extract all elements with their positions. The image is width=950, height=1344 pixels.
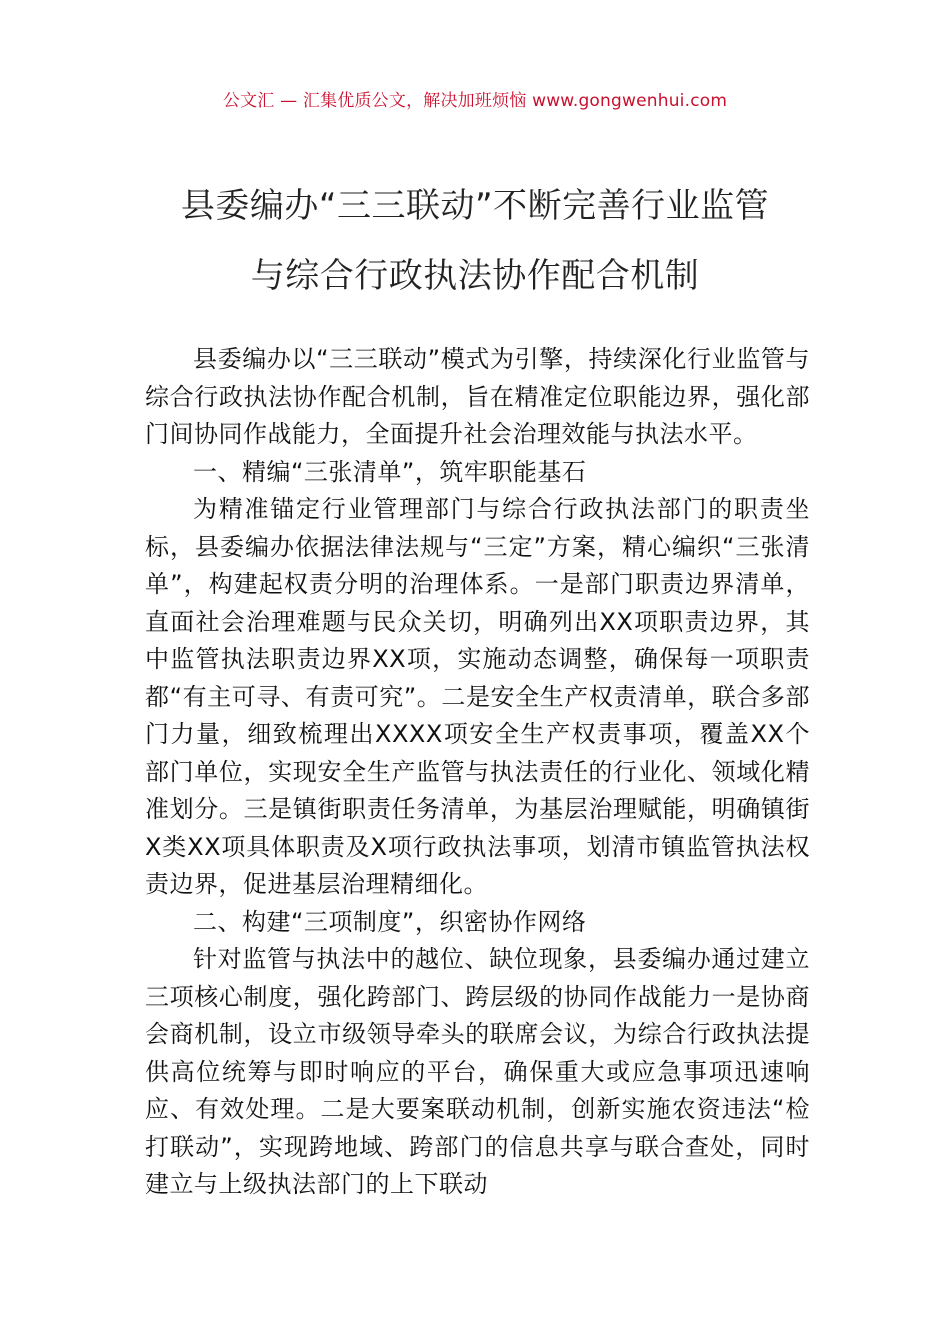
header-banner[interactable]: 公文汇 — 汇集优质公文，解决加班烦恼 www.gongwenhui.com xyxy=(222,91,728,111)
section-1-paragraph: 为精准锚定行业管理部门与综合行政执法部门的职责坐标，县委编办依据法律法规与“三定”方案，精心编织“三张清单”，构建起权责分明的治理体系。一是部门职责边界清单，直面社会治理难题与民众关切，明确列出XX项职责边界，其中监管执法职责边界XX项，实施动态调整，确保每一项职责都“有主可寻、有责可究”。二是安全生产权责清单，联合多部门力量，细致梳理出XXXX项安全生产权责事项，覆盖XX个部门单位，实现安全生产监管与执法责任的行业化、领域化精准划分。三是镇街职责任务清单，为基层治理赋能，明确镇街X类XX项具体职责及X项行政执法事项，划清市镇监管执法权责边界，促进基层治理精细化。 xyxy=(145,495,810,898)
document-title-line-2: 与综合行政执法协作配合机制 xyxy=(250,256,700,296)
document-title-line-1: 县委编办“三三联动”不断完善行业监管 xyxy=(180,186,770,226)
intro-paragraph: 县委编办以“三三联动”模式为引擎，持续深化行业监管与综合行政执法协作配合机制，旨在精准定位职能边界，强化部门间协同作战能力，全面提升社会治理效能与执法水平。 xyxy=(145,345,810,448)
document-body xyxy=(145,341,810,1204)
section-2-heading: 二、构建“三项制度”，织密协作网络 xyxy=(193,907,587,936)
section-1-heading: 一、精编“三张清单”，筑牢职能基石 xyxy=(193,457,587,486)
section-2-paragraph: 针对监管与执法中的越位、缺位现象，县委编办通过建立三项核心制度，强化跨部门、跨层级的协同作战能力一是协商会商机制，设立市级领导牵头的联席会议，为综合行政执法提供高位统筹与即时响应的平台，确保重大或应急事项迅速响应、有效处理。二是大要案联动机制，创新实施农资违法“检打联动”，实现跨地域、跨部门的信息共享与联合查处，同时建立与上级执法部门的上下联动 xyxy=(145,945,810,1198)
